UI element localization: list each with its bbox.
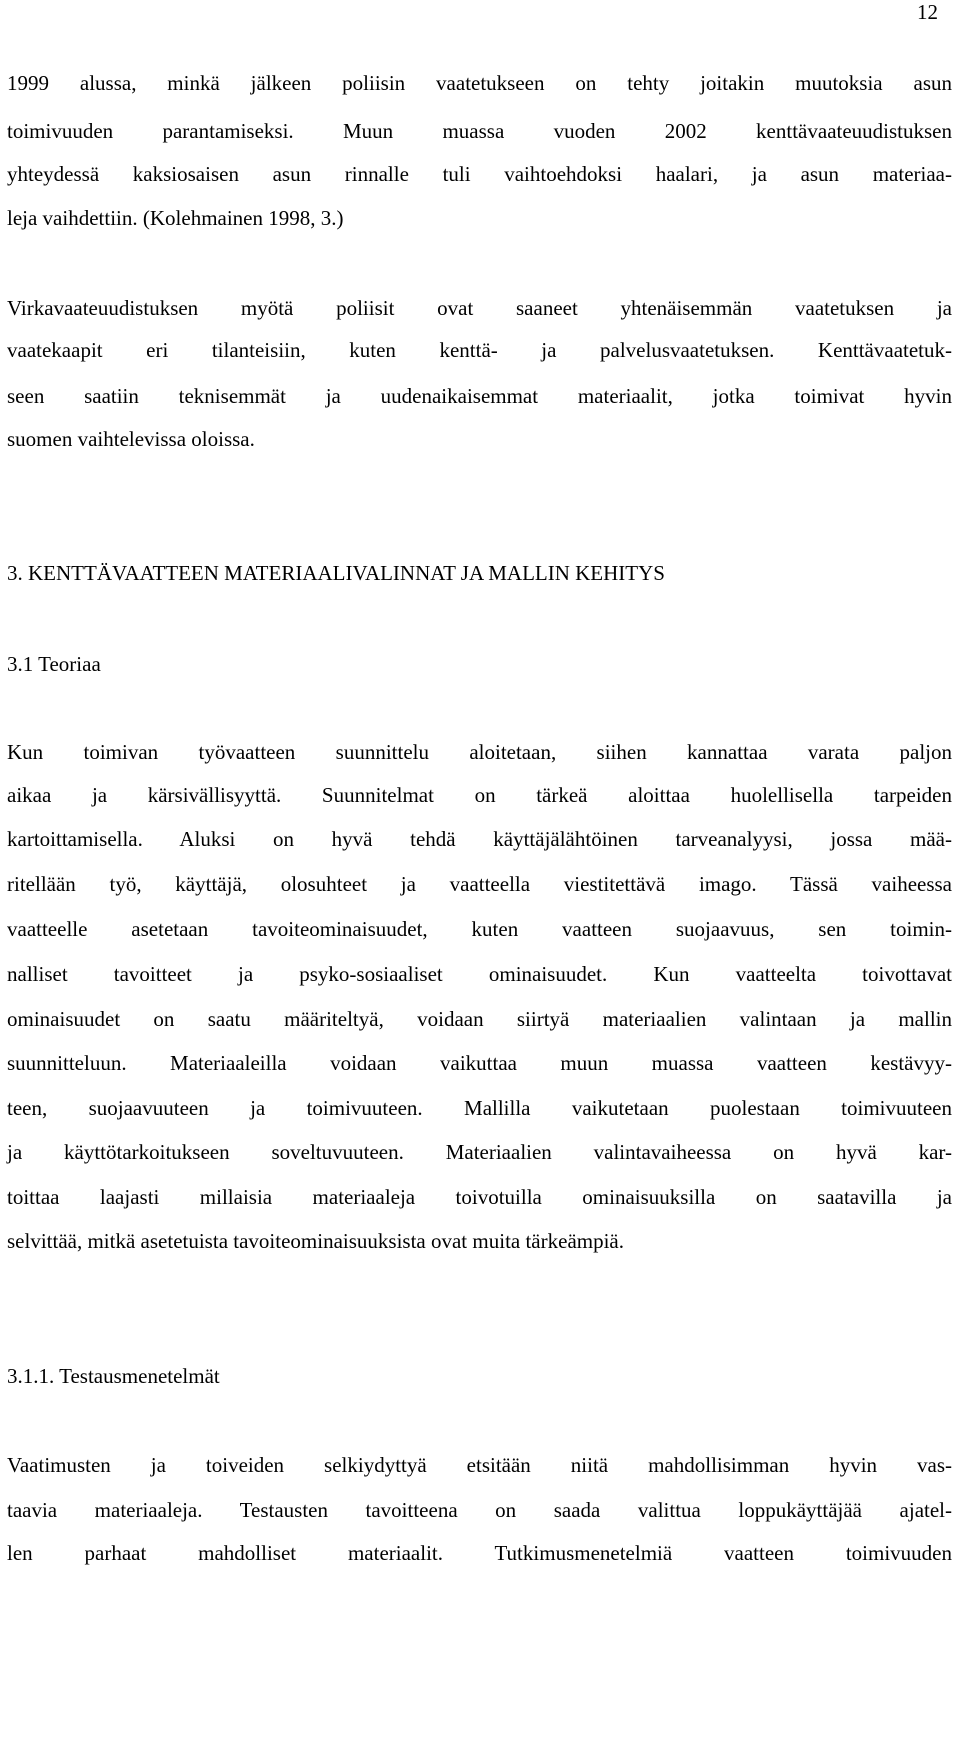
paragraph-3-line-4: ritellään työ, käyttäjä, olosuhteet ja vaatteella viestitettävä imago. Tässä vaiheessa xyxy=(7,872,952,896)
paragraph-3-line-12: selvittää, mitkä asetetuista tavoiteominaisuuksista ovat muita tärkeämpiä. xyxy=(7,1229,624,1253)
paragraph-3-line-6: nalliset tavoitteet ja psyko-sosiaaliset ominaisuudet. Kun vaatteelta toivottavat xyxy=(7,962,952,986)
paragraph-3-line-11: toittaa laajasti millaisia materiaaleja toivotuilla ominaisuuksilla on saatavilla ja xyxy=(7,1185,952,1209)
heading-section-3-1-1: 3.1.1. Testausmenetelmät xyxy=(7,1364,220,1388)
heading-section-3-1: 3.1 Teoriaa xyxy=(7,652,101,676)
paragraph-1-line-1: 1999 alussa, minkä jälkeen poliisin vaatetukseen on tehty joitakin muutoksia asun xyxy=(7,71,952,95)
page-number: 12 xyxy=(917,0,938,24)
paragraph-3-line-5: vaatteelle asetetaan tavoiteominaisuudet, kuten vaatteen suojaavuus, sen toimin- xyxy=(7,917,952,941)
paragraph-2-line-3: seen saatiin teknisemmät ja uudenaikaisemmat materiaalit, jotka toimivat hyvin xyxy=(7,384,952,408)
paragraph-3-line-1: Kun toimivan työvaatteen suunnittelu aloitetaan, siihen kannattaa varata paljon xyxy=(7,740,952,764)
paragraph-3-line-3: kartoittamisella. Aluksi on hyvä tehdä käyttäjälähtöinen tarveanalyysi, jossa mää- xyxy=(7,827,952,851)
paragraph-2-line-1: Virkavaateuudistuksen myötä poliisit ovat saaneet yhtenäisemmän vaatetuksen ja xyxy=(7,296,952,320)
paragraph-3-line-2: aikaa ja kärsivällisyyttä. Suunnitelmat on tärkeä aloittaa huolellisella tarpeiden xyxy=(7,783,952,807)
paragraph-3-line-7: ominaisuudet on saatu määriteltyä, voidaan siirtyä materiaalien valintaan ja mallin xyxy=(7,1007,952,1031)
paragraph-4-line-2: taavia materiaaleja. Testausten tavoitteena on saada valittua loppukäyttäjää ajatel- xyxy=(7,1498,952,1522)
paragraph-4-line-3: len parhaat mahdolliset materiaalit. Tutkimusmenetelmiä vaatteen toimivuuden xyxy=(7,1541,952,1565)
paragraph-3-line-9: teen, suojaavuuteen ja toimivuuteen. Mallilla vaikutetaan puolestaan toimivuuteen xyxy=(7,1096,952,1120)
paragraph-1-line-4: leja vaihdettiin. (Kolehmainen 1998, 3.) xyxy=(7,206,344,230)
paragraph-2-line-2: vaatekaapit eri tilanteisiin, kuten kenttä- ja palvelusvaatetuksen. Kenttävaatetuk- xyxy=(7,338,952,362)
paragraph-1-line-2: toimivuuden parantamiseksi. Muun muassa vuoden 2002 kenttävaateuudistuksen xyxy=(7,119,952,143)
paragraph-2-line-4: suomen vaihtelevissa oloissa. xyxy=(7,427,255,451)
paragraph-3-line-8: suunnitteluun. Materiaaleilla voidaan vaikuttaa muun muassa vaatteen kestävyy- xyxy=(7,1051,952,1075)
paragraph-1-line-3: yhteydessä kaksiosaisen asun rinnalle tuli vaihtoehdoksi haalari, ja asun materiaa- xyxy=(7,162,952,186)
paragraph-3-line-10: ja käyttötarkoitukseen soveltuvuuteen. Materiaalien valintavaiheessa on hyvä kar- xyxy=(7,1140,952,1164)
heading-section-3: 3. KENTTÄVAATTEEN MATERIAALIVALINNAT JA MALLIN KEHITYS xyxy=(7,561,665,585)
paragraph-4-line-1: Vaatimusten ja toiveiden selkiydyttyä etsitään niitä mahdollisimman hyvin vas- xyxy=(7,1453,952,1477)
